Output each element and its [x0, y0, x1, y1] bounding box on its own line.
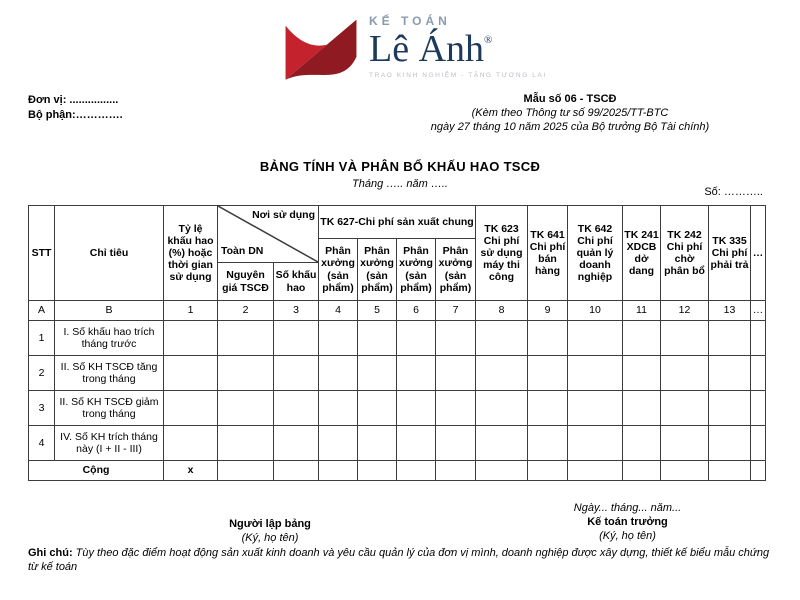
empty-cell	[661, 321, 709, 356]
header-tk335: TK 335 Chi phí phải trả	[709, 206, 751, 301]
total-label: Cộng	[29, 461, 164, 481]
header-more: …	[751, 206, 766, 301]
empty-cell	[528, 461, 568, 481]
empty-cell	[751, 321, 766, 356]
header-tk642: TK 642 Chi phí quản lý doanh nghiệp	[568, 206, 623, 301]
col-index: 10	[568, 301, 623, 321]
empty-cell	[751, 356, 766, 391]
registered-mark: ®	[484, 34, 493, 46]
empty-cell	[397, 321, 436, 356]
empty-cell	[218, 391, 274, 426]
empty-cell	[319, 321, 358, 356]
header-stt: STT	[29, 206, 55, 301]
empty-cell	[274, 356, 319, 391]
header-phan-xuong-1: Phân xưởng (sản phẩm)	[319, 239, 358, 301]
empty-cell	[218, 321, 274, 356]
empty-cell	[218, 461, 274, 481]
col-index: 2	[218, 301, 274, 321]
empty-cell	[709, 321, 751, 356]
col-index: …	[751, 301, 766, 321]
brand-tagline: TRAO KINH NGHIỆM - TẶNG TƯƠNG LAI	[369, 72, 547, 79]
column-index-row	[29, 301, 766, 321]
empty-cell	[568, 321, 623, 356]
header-tk242: TK 242 Chi phí chờ phân bổ	[661, 206, 709, 301]
table-row	[29, 356, 766, 391]
empty-cell	[319, 356, 358, 391]
col-index: 3	[274, 301, 319, 321]
row-stt: 1	[29, 321, 55, 356]
empty-cell	[436, 321, 476, 356]
header-noi-su-dung-diagonal	[218, 206, 319, 263]
company-logo	[283, 6, 547, 92]
empty-cell	[397, 391, 436, 426]
empty-cell	[623, 321, 661, 356]
col-index: 11	[623, 301, 661, 321]
empty-cell	[623, 356, 661, 391]
empty-cell	[661, 391, 709, 426]
empty-cell	[476, 321, 528, 356]
empty-cell	[397, 426, 436, 461]
header-tk623: TK 623 Chi phí sử dụng máy thi công	[476, 206, 528, 301]
empty-cell	[274, 391, 319, 426]
col-index: 6	[397, 301, 436, 321]
empty-cell	[568, 391, 623, 426]
empty-cell	[623, 391, 661, 426]
empty-cell	[319, 426, 358, 461]
empty-cell	[397, 356, 436, 391]
header-tk241: TK 241 XDCB dở dang	[623, 206, 661, 301]
header-so-khau-hao: Số khấu hao	[274, 263, 319, 301]
empty-cell	[709, 461, 751, 481]
dept-line: Bộ phận:………….	[28, 109, 123, 121]
empty-cell	[274, 461, 319, 481]
empty-cell	[436, 356, 476, 391]
empty-cell	[709, 356, 751, 391]
brand-name: Lê Ánh®	[369, 28, 493, 70]
empty-cell	[358, 321, 397, 356]
empty-cell	[436, 391, 476, 426]
empty-cell	[358, 356, 397, 391]
col-index: 13	[709, 301, 751, 321]
header-phan-xuong-2: Phân xưởng (sản phẩm)	[358, 239, 397, 301]
empty-cell	[568, 461, 623, 481]
footnote	[28, 546, 772, 574]
empty-cell	[661, 426, 709, 461]
empty-cell	[218, 356, 274, 391]
footnote-label: Ghi chú:	[28, 547, 73, 559]
footnote-text: Tùy theo đặc điểm hoạt động sản xuất kinh doanh và yêu cầu quản lý của đơn vị mình, doanh nghiệp được xây dựng, thiết kế biểu mẫu chứng từ kế toán	[28, 547, 770, 573]
row-label: II. Số KH TSCĐ giảm trong tháng	[55, 391, 164, 426]
table-row	[29, 426, 766, 461]
col-index: 12	[661, 301, 709, 321]
col-index: A	[29, 301, 55, 321]
empty-cell	[274, 321, 319, 356]
empty-cell	[358, 391, 397, 426]
total-x-cell: x	[164, 461, 218, 481]
header-tk627: TK 627-Chi phí sản xuất chung	[319, 206, 476, 239]
header-tk641: TK 641 Chi phí bán hàng	[528, 206, 568, 301]
total-row	[29, 461, 766, 481]
empty-cell	[623, 426, 661, 461]
empty-cell	[274, 426, 319, 461]
header-nguyen-gia: Nguyên giá TSCĐ	[218, 263, 274, 301]
header-phan-xuong-4: Phân xưởng (sản phẩm)	[436, 239, 476, 301]
row-stt: 3	[29, 391, 55, 426]
empty-cell	[476, 391, 528, 426]
row-label: II. Số KH TSCĐ tăng trong tháng	[55, 356, 164, 391]
row-stt: 2	[29, 356, 55, 391]
empty-cell	[164, 426, 218, 461]
col-index: 7	[436, 301, 476, 321]
empty-cell	[568, 356, 623, 391]
col-index: 5	[358, 301, 397, 321]
empty-cell	[358, 461, 397, 481]
row-label: I. Số khấu hao trích tháng trước	[55, 321, 164, 356]
form-circular-line2: ngày 27 tháng 10 năm 2025 của Bộ trưởng Bộ Tài chính)	[430, 121, 710, 133]
empty-cell	[528, 426, 568, 461]
chief-accountant-note: (Ký, họ tên)	[599, 530, 656, 542]
logo-red-ribbon-icon	[283, 10, 359, 92]
empty-cell	[164, 391, 218, 426]
col-index: 8	[476, 301, 528, 321]
logo-text	[369, 6, 547, 79]
document-title: BẢNG TÍNH VÀ PHÂN BỔ KHẤU HAO TSCĐ	[259, 159, 541, 174]
brand-top-label: KẾ TOÁN	[369, 14, 451, 28]
document-number: Số: ………..	[704, 186, 763, 198]
col-index: 1	[164, 301, 218, 321]
empty-cell	[751, 426, 766, 461]
depreciation-table	[28, 205, 766, 481]
empty-cell	[709, 391, 751, 426]
preparer-role: Người lập bảng	[229, 518, 311, 530]
document-period: Tháng ….. năm …..	[352, 178, 448, 190]
empty-cell	[751, 461, 766, 481]
empty-cell	[528, 391, 568, 426]
table-row	[29, 321, 766, 356]
header-chi-tieu: Chỉ tiêu	[55, 206, 164, 301]
form-info	[395, 92, 745, 134]
empty-cell	[319, 391, 358, 426]
empty-cell	[164, 321, 218, 356]
empty-cell	[164, 356, 218, 391]
col-index: B	[55, 301, 164, 321]
row-stt: 4	[29, 426, 55, 461]
empty-cell	[568, 426, 623, 461]
empty-cell	[436, 461, 476, 481]
header-toan-dn: Toàn DN	[221, 244, 264, 257]
col-index: 9	[528, 301, 568, 321]
empty-cell	[476, 461, 528, 481]
empty-cell	[661, 461, 709, 481]
date-line: Ngày... tháng... năm...	[573, 502, 682, 514]
empty-cell	[751, 391, 766, 426]
org-info	[28, 93, 123, 123]
empty-cell	[709, 426, 751, 461]
empty-cell	[358, 426, 397, 461]
form-circular-line1: (Kèm theo Thông tư số 99/2025/TT-BTC	[471, 107, 669, 119]
col-index: 4	[319, 301, 358, 321]
header-noi-su-dung: Nơi sử dụng	[252, 209, 315, 221]
header-phan-xuong-3: Phân xưởng (sản phẩm)	[397, 239, 436, 301]
empty-cell	[476, 356, 528, 391]
signature-right	[505, 501, 750, 543]
empty-cell	[661, 356, 709, 391]
form-number: Mẫu số 06 - TSCĐ	[523, 93, 617, 105]
preparer-note: (Ký, họ tên)	[241, 532, 299, 544]
empty-cell	[528, 321, 568, 356]
empty-cell	[436, 426, 476, 461]
empty-cell	[319, 461, 358, 481]
table-row	[29, 391, 766, 426]
unit-line: Đơn vị: ................	[28, 94, 119, 106]
row-label: IV. Số KH trích tháng này (I + II - III)	[55, 426, 164, 461]
empty-cell	[476, 426, 528, 461]
header-ty-le: Tỷ lệ khấu hao (%) hoặc thời gian sử dụng	[164, 206, 218, 301]
chief-accountant-role: Kế toán trưởng	[587, 516, 668, 528]
title-block	[0, 159, 800, 190]
signature-left	[150, 517, 390, 545]
empty-cell	[623, 461, 661, 481]
empty-cell	[397, 461, 436, 481]
empty-cell	[528, 356, 568, 391]
empty-cell	[218, 426, 274, 461]
